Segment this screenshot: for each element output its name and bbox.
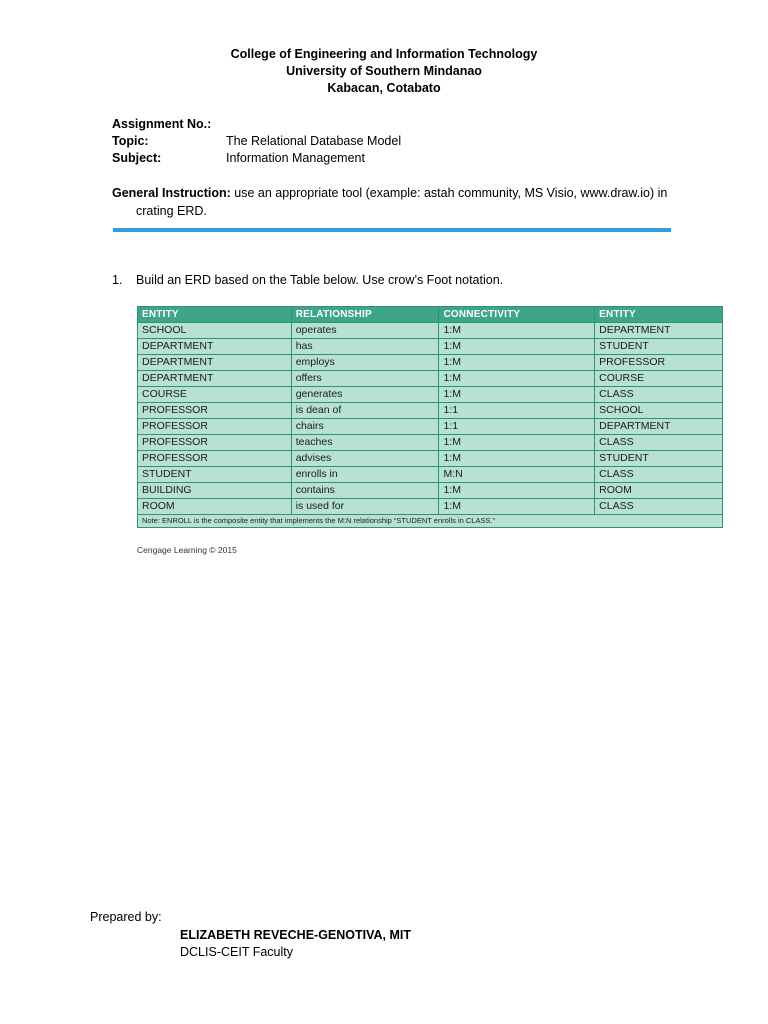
table-body bbox=[138, 323, 723, 515]
entity-1-cell: PROFESSOR bbox=[138, 451, 292, 467]
connectivity-cell: 1:M bbox=[439, 339, 595, 355]
relationship-cell: teaches bbox=[291, 435, 439, 451]
entity-2-cell: CLASS bbox=[595, 467, 723, 483]
relationship-cell: chairs bbox=[291, 419, 439, 435]
entity-1-cell: ROOM bbox=[138, 499, 292, 515]
table-credit: Cengage Learning © 2015 bbox=[137, 545, 237, 555]
entity-2-cell: STUDENT bbox=[595, 451, 723, 467]
location: Kabacan, Cotabato bbox=[327, 81, 441, 95]
entity-2-cell: PROFESSOR bbox=[595, 355, 723, 371]
college-name: College of Engineering and Information Technology bbox=[230, 47, 538, 61]
instruction-label: General Instruction: bbox=[112, 186, 231, 200]
entity-1-cell: PROFESSOR bbox=[138, 403, 292, 419]
connectivity-cell: 1:M bbox=[439, 355, 595, 371]
connectivity-cell: 1:M bbox=[439, 451, 595, 467]
table-row bbox=[138, 451, 723, 467]
relationship-cell: contains bbox=[291, 483, 439, 499]
entity-2-cell: STUDENT bbox=[595, 339, 723, 355]
header-connectivity: CONNECTIVITY bbox=[439, 307, 595, 323]
instruction-text-line2: crating ERD. bbox=[136, 204, 207, 218]
entity-2-cell: CLASS bbox=[595, 499, 723, 515]
header-relationship: RELATIONSHIP bbox=[291, 307, 439, 323]
table-row bbox=[138, 419, 723, 435]
connectivity-cell: 1:M bbox=[439, 435, 595, 451]
topic-row bbox=[112, 133, 401, 150]
preparer-name: ELIZABETH REVECHE-GENOTIVA, MIT bbox=[180, 928, 412, 942]
entity-1-cell: STUDENT bbox=[138, 467, 292, 483]
relationship-cell: generates bbox=[291, 387, 439, 403]
relationship-cell: is dean of bbox=[291, 403, 439, 419]
topic-value: The Relational Database Model bbox=[226, 134, 402, 148]
entity-1-cell: PROFESSOR bbox=[138, 435, 292, 451]
header-entity-1: ENTITY bbox=[138, 307, 292, 323]
table-row bbox=[138, 467, 723, 483]
relationship-cell: is used for bbox=[291, 499, 439, 515]
table-row bbox=[138, 387, 723, 403]
table-row bbox=[138, 435, 723, 451]
table-row bbox=[138, 323, 723, 339]
table-row bbox=[138, 483, 723, 499]
subject-row bbox=[112, 150, 365, 167]
table-header-row bbox=[138, 307, 723, 323]
relationship-cell: advises bbox=[291, 451, 439, 467]
connectivity-cell: 1:1 bbox=[439, 419, 595, 435]
assignment-row bbox=[112, 116, 226, 133]
university-name: University of Southern Mindanao bbox=[286, 64, 482, 78]
entity-1-cell: BUILDING bbox=[138, 483, 292, 499]
connectivity-cell: 1:M bbox=[439, 499, 595, 515]
entity-2-cell: ROOM bbox=[595, 483, 723, 499]
entity-1-cell: SCHOOL bbox=[138, 323, 292, 339]
table-row bbox=[138, 355, 723, 371]
subject-value: Information Management bbox=[226, 151, 365, 165]
relationship-cell: enrolls in bbox=[291, 467, 439, 483]
entity-1-cell: DEPARTMENT bbox=[138, 339, 292, 355]
entity-2-cell: DEPARTMENT bbox=[595, 419, 723, 435]
table-row bbox=[138, 499, 723, 515]
table-note-row bbox=[138, 515, 723, 528]
question-1 bbox=[112, 272, 503, 289]
connectivity-cell: 1:M bbox=[439, 387, 595, 403]
relationship-cell: operates bbox=[291, 323, 439, 339]
entity-1-cell: PROFESSOR bbox=[138, 419, 292, 435]
subject-label: Subject: bbox=[112, 151, 162, 165]
table-row bbox=[138, 371, 723, 387]
general-instruction bbox=[112, 184, 692, 220]
connectivity-cell: 1:M bbox=[439, 323, 595, 339]
entity-2-cell: CLASS bbox=[595, 387, 723, 403]
table-row bbox=[138, 339, 723, 355]
prepared-by-label: Prepared by: bbox=[90, 910, 162, 924]
entity-1-cell: DEPARTMENT bbox=[138, 371, 292, 387]
question-text: Build an ERD based on the Table below. Use crow’s Foot notation. bbox=[136, 273, 504, 287]
table-row bbox=[138, 403, 723, 419]
connectivity-cell: 1:M bbox=[439, 483, 595, 499]
relationship-cell: offers bbox=[291, 371, 439, 387]
table-note: Note: ENROLL is the composite entity that implements the M:N relationship “STUDENT enrolls in CLASS.” bbox=[138, 515, 723, 528]
assignment-label: Assignment No.: bbox=[112, 117, 212, 131]
entity-2-cell: SCHOOL bbox=[595, 403, 723, 419]
entity-1-cell: COURSE bbox=[138, 387, 292, 403]
connectivity-cell: M:N bbox=[439, 467, 595, 483]
entity-1-cell: DEPARTMENT bbox=[138, 355, 292, 371]
divider-rule bbox=[113, 228, 671, 232]
instruction-text-line1: use an appropriate tool (example: astah community, MS Visio, www.draw.io) in bbox=[234, 186, 668, 200]
entity-2-cell: CLASS bbox=[595, 435, 723, 451]
relationship-cell: has bbox=[291, 339, 439, 355]
relationship-cell: employs bbox=[291, 355, 439, 371]
topic-label: Topic: bbox=[112, 134, 149, 148]
connectivity-cell: 1:1 bbox=[439, 403, 595, 419]
erd-relationship-table bbox=[137, 306, 723, 528]
entity-2-cell: COURSE bbox=[595, 371, 723, 387]
entity-2-cell: DEPARTMENT bbox=[595, 323, 723, 339]
preparer-title: DCLIS-CEIT Faculty bbox=[180, 945, 293, 959]
header-entity-2: ENTITY bbox=[595, 307, 723, 323]
connectivity-cell: 1:M bbox=[439, 371, 595, 387]
question-number: 1. bbox=[112, 273, 123, 287]
